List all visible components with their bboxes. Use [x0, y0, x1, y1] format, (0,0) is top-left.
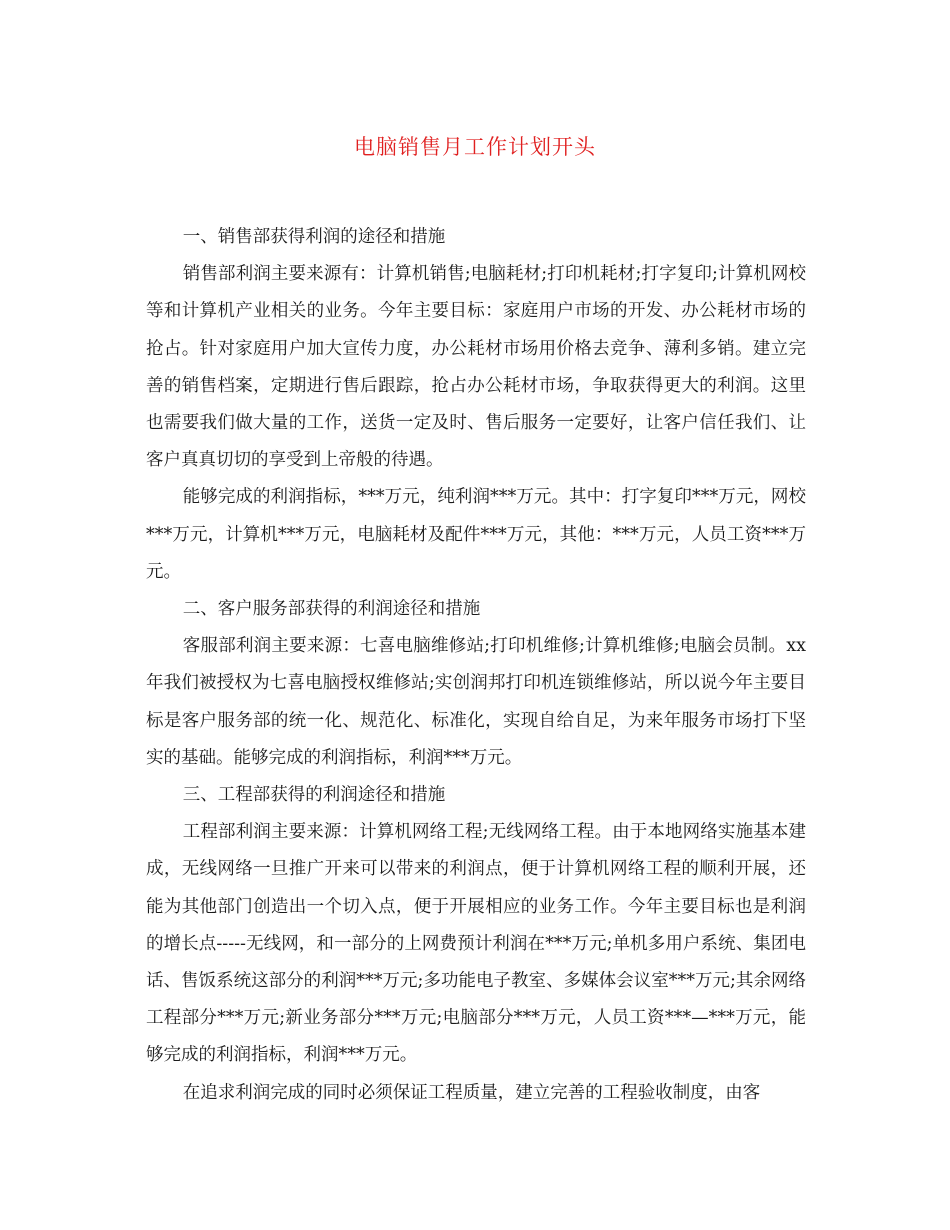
- section-heading-engineering: 三、工程部获得的利润途径和措施: [182, 785, 446, 806]
- section-heading-sales: 一、销售部获得利润的途径和措施: [182, 227, 446, 247]
- paragraph-engineering-sources: 工程部利润主要来源：计算机网络工程;无线网络工程。由于本地网络实施基本建成，无线网络一旦推广开来可以带来的利润点，便于计算机网络工程的顺利开展，还能为其他部门创造出一个切入点，便于开展相应的业务工作。今年主要目标也是利润的增长点-----无线网，和一部分的上网费预计利润在***万元;单机多用户系统、集团电话、售饭系统这部分的利润***万元;多功能电子教室、多媒体会议室***万元;其余网络工程部分***万元;新业务部分***万元;电脑部分***万元，人员工资***—***万元，能够完成的利润指标，利润***万元。: [146, 822, 806, 1066]
- paragraph-customer-service: 客服部利润主要来源：七喜电脑维修站;打印机维修;计算机维修;电脑会员制。xx年我们被授权为七喜电脑授权维修站;实创润邦打印机连锁维修站，所以说今年主要目标是客户服务部的统一化、规范化、标准化，实现自给自足，为来年服务市场打下坚实的基础。能够完成的利润指标，利润***万元。: [146, 636, 806, 768]
- document-title: 电脑销售月工作计划开头: [354, 135, 596, 159]
- paragraph-engineering-quality: 在追求利润完成的同时必须保证工程质量，建立完善的工程验收制度，由客: [182, 1082, 761, 1103]
- document-body: [146, 219, 806, 1112]
- paragraph-sales-targets: 能够完成的利润指标，***万元，纯利润***万元。其中：打字复印***万元，网校***万元，计算机***万元，电脑耗材及配件***万元，其他：***万元，人员工资***万元。: [146, 487, 806, 582]
- section-heading-customer-service: 二、客户服务部获得的利润途径和措施: [182, 599, 481, 620]
- paragraph-sales-sources: 销售部利润主要来源有：计算机销售;电脑耗材;打印机耗材;打字复印;计算机网校等和计算机产业相关的业务。今年主要目标：家庭用户市场的开发、办公耗材市场的抢占。针对家庭用户加大宣传力度，办公耗材市场用价格去竞争、薄利多销。建立完善的销售档案，定期进行售后跟踪，抢占办公耗材市场，争取获得更大的利润。这里也需要我们做大量的工作，送货一定及时、售后服务一定要好，让客户信任我们、让客户真真切切的享受到上帝般的待遇。: [146, 264, 806, 471]
